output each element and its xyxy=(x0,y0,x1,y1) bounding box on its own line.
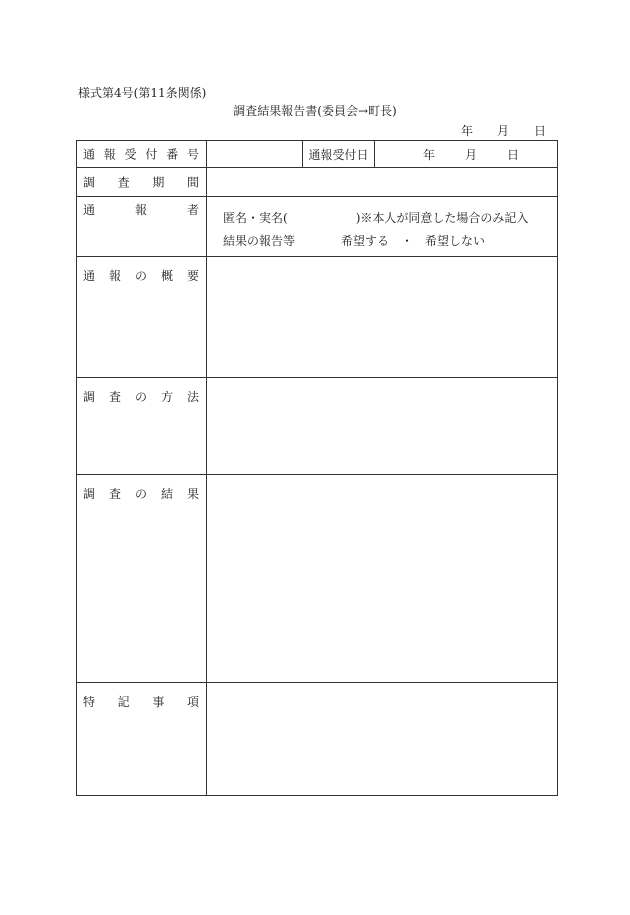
result-field[interactable] xyxy=(207,475,558,683)
label-summary: 通 報 の 概 要 xyxy=(77,257,207,378)
receipt-number-field[interactable] xyxy=(207,141,303,168)
summary-field[interactable] xyxy=(207,257,558,378)
label-notes: 特 記 事 項 xyxy=(77,683,207,796)
receipt-date-field[interactable] xyxy=(375,141,558,168)
reporter-field[interactable] xyxy=(207,197,558,257)
date-day: 日 xyxy=(534,124,547,138)
row-notes xyxy=(77,683,558,796)
label-method: 調 査 の 方 法 xyxy=(77,378,207,475)
report-preference-line: 結果の報告等 希望する ・ 希望しない xyxy=(223,234,486,248)
row-investigation-period xyxy=(77,168,558,197)
receipt-date-year: 年 xyxy=(422,147,435,162)
label-investigation-period: 調 査 期 間 xyxy=(77,168,207,197)
document-title: 調査結果報告書(委員会→町長) xyxy=(233,104,397,118)
notes-field[interactable] xyxy=(207,683,558,796)
row-receipt-number xyxy=(77,141,558,168)
row-result xyxy=(77,475,558,683)
report-table xyxy=(76,140,558,796)
option-wish[interactable]: 希望する xyxy=(341,234,390,248)
reporter-name-line: 匿名・実名( )※本人が同意した場合のみ記入 xyxy=(223,211,529,225)
label-receipt-date: 通報受付日 xyxy=(303,141,375,168)
investigation-period-field[interactable] xyxy=(207,168,558,197)
option-no-wish[interactable]: 希望しない xyxy=(425,234,486,248)
label-reporter: 通 報 者 xyxy=(77,197,207,257)
label-receipt-number: 通 報 受 付 番 号 xyxy=(77,141,207,168)
receipt-date-day: 日 xyxy=(506,147,519,162)
method-field[interactable] xyxy=(207,378,558,475)
date-month: 月 xyxy=(497,124,510,138)
row-reporter xyxy=(77,197,558,257)
date-year: 年 xyxy=(461,124,474,138)
form-number: 様式第4号(第11条関係) xyxy=(78,86,207,100)
label-result: 調 査 の 結 果 xyxy=(77,475,207,683)
row-summary xyxy=(77,257,558,378)
receipt-date-month: 月 xyxy=(464,147,477,162)
row-method xyxy=(77,378,558,475)
